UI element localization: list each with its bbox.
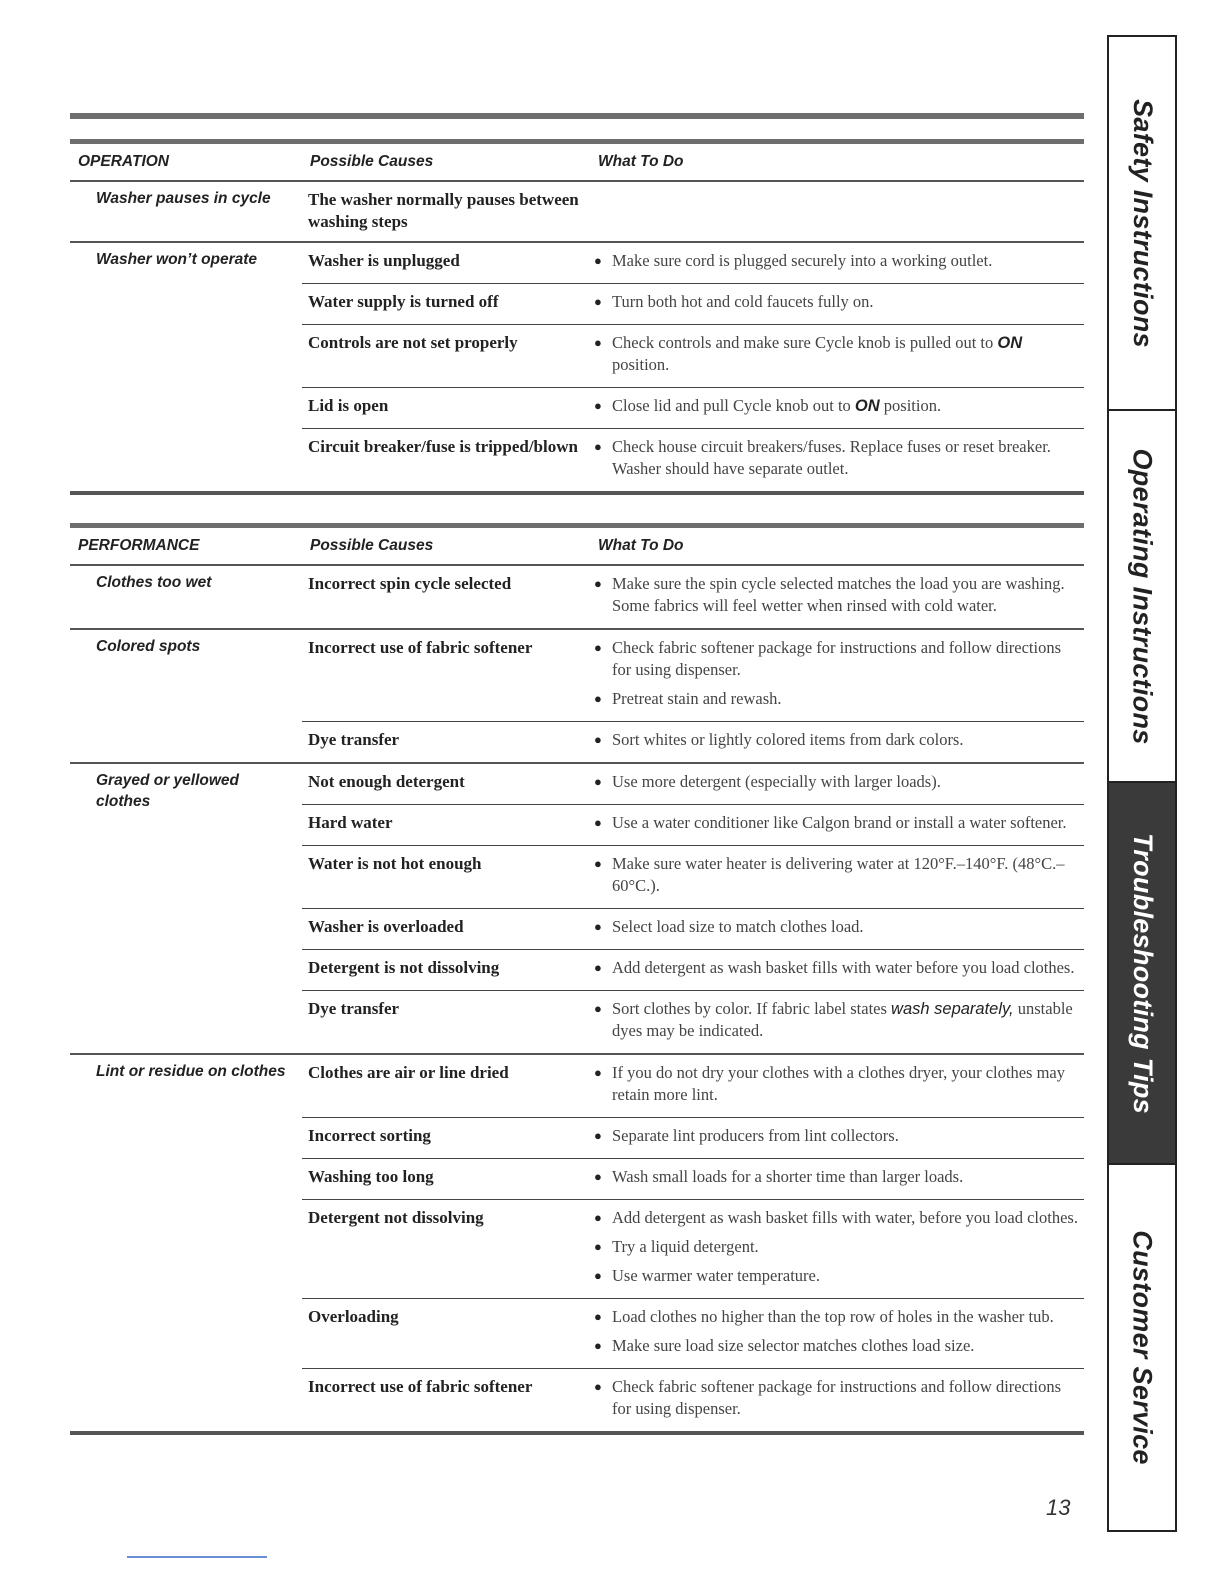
- problem-group: [70, 1055, 1084, 1435]
- emphasis-wash-separately: wash separately,: [891, 1000, 1014, 1018]
- bullet-icon: ●: [594, 640, 602, 655]
- todo-bullet: [594, 1236, 1078, 1258]
- bullet-icon: ●: [594, 732, 602, 747]
- performance-table: [70, 523, 1084, 1435]
- todo-text: Use warmer water temperature.: [612, 1266, 820, 1285]
- bullet-icon: ●: [594, 1379, 602, 1394]
- possible-cause: Washer is overloaded: [308, 917, 464, 936]
- todo-text: Use a water conditioner like Calgon brand or install a water softener.: [612, 813, 1067, 832]
- what-to-do: [594, 630, 1084, 721]
- table-header: [70, 528, 1084, 566]
- todo-bullet: [594, 1306, 1078, 1328]
- emphasis-on: ON: [854, 397, 880, 415]
- todo-bullet: [594, 729, 1078, 751]
- bullet-icon: ●: [594, 1210, 602, 1225]
- todo-text: [612, 395, 941, 417]
- what-to-do: [594, 991, 1084, 1053]
- bullet-icon: ●: [594, 1128, 602, 1143]
- tab-label: Operating Instructions: [1127, 447, 1158, 745]
- what-to-do: [594, 1369, 1084, 1431]
- what-to-do: [594, 325, 1084, 387]
- table-row: [302, 566, 1084, 628]
- todo-text: Sort whites or lightly colored items from dark colors.: [612, 730, 964, 749]
- problem-label: Washer pauses in cycle: [96, 190, 271, 207]
- todo-text: Make sure the spin cycle selected matches the load you are washing. Some fabrics will feel wetter when rinsed with cold water.: [612, 574, 1065, 615]
- possible-cause: Incorrect use of fabric softener: [308, 1377, 533, 1396]
- bullet-icon: ●: [594, 815, 602, 830]
- possible-cause: Washing too long: [308, 1167, 434, 1186]
- table-row: [302, 1298, 1084, 1368]
- todo-bullet: [594, 291, 1078, 313]
- bullet-icon: ●: [594, 919, 602, 934]
- what-to-do: [594, 182, 1084, 241]
- header-what-to-do: What To Do: [598, 537, 684, 554]
- what-to-do: [594, 764, 1084, 804]
- todo-text: Add detergent as wash basket fills with water before you load clothes.: [612, 958, 1075, 977]
- possible-cause: Incorrect use of fabric softener: [308, 638, 533, 657]
- table-row: [302, 908, 1084, 949]
- todo-bullet: [594, 1335, 1078, 1357]
- problem-rows: [302, 1055, 1084, 1431]
- todo-text: Select load size to match clothes load.: [612, 917, 864, 936]
- what-to-do: [594, 388, 1084, 428]
- bullet-icon: ●: [594, 1309, 602, 1324]
- bullet-icon: ●: [594, 576, 602, 591]
- possible-cause: The washer normally pauses between washing steps: [308, 190, 579, 231]
- page-number: 13: [1046, 1495, 1071, 1520]
- possible-cause: Lid is open: [308, 396, 389, 415]
- todo-text-part: Sort clothes by color. If fabric label states: [612, 999, 892, 1018]
- possible-cause: Detergent not dissolving: [308, 1208, 484, 1227]
- what-to-do: [594, 566, 1084, 628]
- possible-cause: Dye transfer: [308, 999, 400, 1018]
- what-to-do: [594, 1299, 1084, 1368]
- table-header: [70, 144, 1084, 182]
- possible-cause: Water is not hot enough: [308, 854, 482, 873]
- what-to-do: [594, 1118, 1084, 1158]
- todo-bullet: [594, 1207, 1078, 1229]
- possible-cause: Water supply is turned off: [308, 292, 499, 311]
- todo-text: If you do not dry your clothes with a clothes dryer, your clothes may retain more lint.: [612, 1063, 1065, 1104]
- table-row: [302, 387, 1084, 428]
- problem-label: Washer won’t operate: [96, 251, 258, 268]
- header-category: OPERATION: [78, 153, 169, 170]
- problem-label: Colored spots: [96, 638, 201, 655]
- todo-text: [612, 332, 1078, 376]
- todo-text-part: Check controls and make sure Cycle knob is pulled out to: [612, 333, 998, 352]
- bullet-icon: ●: [594, 1268, 602, 1283]
- todo-bullet: [594, 573, 1078, 617]
- bullet-icon: ●: [594, 398, 602, 413]
- problem-group: [70, 764, 1084, 1055]
- todo-text-part: position.: [879, 396, 942, 415]
- possible-cause: Controls are not set properly: [308, 333, 518, 352]
- bullet-icon: ●: [594, 1001, 602, 1016]
- possible-cause: Incorrect spin cycle selected: [308, 574, 512, 593]
- top-rule: [70, 113, 1084, 119]
- todo-bullet: [594, 771, 1078, 793]
- todo-bullet: [594, 853, 1078, 897]
- problem-group: [70, 566, 1084, 630]
- possible-cause: Overloading: [308, 1307, 399, 1326]
- problem-rows: [302, 764, 1084, 1053]
- what-to-do: [594, 722, 1084, 762]
- bullet-icon: ●: [594, 335, 602, 350]
- todo-bullet: [594, 436, 1078, 480]
- bullet-icon: ●: [594, 253, 602, 268]
- bullet-icon: ●: [594, 691, 602, 706]
- bullet-icon: ●: [594, 774, 602, 789]
- todo-bullet: [594, 688, 1078, 710]
- todo-text-part: Close lid and pull Cycle knob out to: [612, 396, 855, 415]
- bullet-icon: ●: [594, 960, 602, 975]
- possible-cause: Clothes are air or line dried: [308, 1063, 509, 1082]
- side-tabs: [1107, 35, 1177, 1532]
- todo-text: Check house circuit breakers/fuses. Replace fuses or reset breaker. Washer should have separate outlet.: [612, 437, 1051, 478]
- possible-cause: Incorrect sorting: [308, 1126, 431, 1145]
- what-to-do: [594, 429, 1084, 491]
- what-to-do: [594, 846, 1084, 908]
- what-to-do: [594, 950, 1084, 990]
- todo-bullet: [594, 812, 1078, 834]
- todo-text: Add detergent as wash basket fills with water, before you load clothes.: [612, 1208, 1078, 1227]
- table-row: [302, 845, 1084, 908]
- todo-bullet: [594, 1265, 1078, 1287]
- bullet-icon: ●: [594, 1169, 602, 1184]
- what-to-do: [594, 243, 1084, 283]
- bullet-icon: ●: [594, 439, 602, 454]
- problem-label: Lint or residue on clothes: [96, 1063, 286, 1080]
- todo-bullet: [594, 1376, 1078, 1420]
- possible-cause: Dye transfer: [308, 730, 400, 749]
- table-row: [302, 630, 1084, 721]
- what-to-do: [594, 1055, 1084, 1117]
- todo-bullet: [594, 250, 1078, 272]
- table-row: [302, 804, 1084, 845]
- problem-rows: [302, 630, 1084, 762]
- bullet-icon: ●: [594, 1065, 602, 1080]
- todo-text-part: unstable dyes may be indicated.: [612, 999, 1073, 1040]
- header-possible-causes: Possible Causes: [310, 537, 434, 554]
- possible-cause: Circuit breaker/fuse is tripped/blown: [308, 437, 578, 456]
- table-row: [302, 1055, 1084, 1117]
- tab-label: Safety Instructions: [1127, 98, 1158, 348]
- tab-safety-instructions[interactable]: [1109, 37, 1175, 411]
- table-row: [302, 1199, 1084, 1298]
- todo-text: Load clothes no higher than the top row of holes in the washer tub.: [612, 1307, 1054, 1326]
- todo-bullet: [594, 1125, 1078, 1147]
- problem-group: [70, 630, 1084, 764]
- todo-text: Make sure water heater is delivering water at 120°F.–140°F. (48°C.–60°C.).: [612, 854, 1065, 895]
- tab-operating-instructions[interactable]: [1109, 411, 1175, 783]
- todo-text: Try a liquid detergent.: [612, 1237, 759, 1256]
- what-to-do: [594, 909, 1084, 949]
- what-to-do: [594, 805, 1084, 845]
- todo-text-part: position.: [612, 355, 670, 374]
- problem-rows: [302, 243, 1084, 491]
- tab-label: Troubleshooting Tips: [1127, 832, 1158, 1114]
- table-row: [302, 1158, 1084, 1199]
- problem-label: Grayed or yellowed clothes: [96, 772, 239, 810]
- header-what-to-do: What To Do: [598, 153, 684, 170]
- bullet-icon: ●: [594, 1239, 602, 1254]
- emphasis-on: ON: [997, 334, 1023, 352]
- table-row: [302, 949, 1084, 990]
- todo-text: Wash small loads for a shorter time than larger loads.: [612, 1167, 964, 1186]
- operation-table: [70, 139, 1084, 495]
- todo-text: Pretreat stain and rewash.: [612, 689, 782, 708]
- possible-cause: Not enough detergent: [308, 772, 465, 791]
- problem-rows: [302, 182, 1084, 241]
- table-row: [302, 1117, 1084, 1158]
- problem-label: Clothes too wet: [96, 574, 212, 591]
- bullet-icon: ●: [594, 1338, 602, 1353]
- table-row: [302, 764, 1084, 804]
- todo-text: Use more detergent (especially with larger loads).: [612, 772, 941, 791]
- link-underline: [127, 1556, 267, 1558]
- table-row: [302, 243, 1084, 283]
- problem-group: [70, 243, 1084, 495]
- what-to-do: [594, 284, 1084, 324]
- todo-text: Check fabric softener package for instructions and follow directions for using dispenser.: [612, 638, 1062, 679]
- tab-troubleshooting-tips[interactable]: [1109, 783, 1175, 1165]
- header-category: PERFORMANCE: [78, 537, 200, 554]
- bullet-icon: ●: [594, 856, 602, 871]
- todo-bullet: [594, 1166, 1078, 1188]
- todo-text: [612, 998, 1078, 1042]
- todo-text: Make sure load size selector matches clothes load size.: [612, 1336, 975, 1355]
- what-to-do: [594, 1200, 1084, 1298]
- todo-text: Separate lint producers from lint collectors.: [612, 1126, 899, 1145]
- table-row: [302, 324, 1084, 387]
- todo-bullet: [594, 916, 1078, 938]
- todo-bullet: [594, 395, 1078, 417]
- todo-bullet: [594, 1062, 1078, 1106]
- possible-cause: Detergent is not dissolving: [308, 958, 500, 977]
- header-possible-causes: Possible Causes: [310, 153, 434, 170]
- table-row: [302, 182, 1084, 241]
- possible-cause: Washer is unplugged: [308, 251, 460, 270]
- table-row: [302, 990, 1084, 1053]
- problem-rows: [302, 566, 1084, 628]
- table-row: [302, 1368, 1084, 1431]
- bullet-icon: ●: [594, 294, 602, 309]
- table-row: [302, 721, 1084, 762]
- tab-customer-service[interactable]: [1109, 1165, 1175, 1530]
- possible-cause: Hard water: [308, 813, 393, 832]
- table-row: [302, 428, 1084, 491]
- todo-bullet: [594, 957, 1078, 979]
- todo-bullet: [594, 998, 1078, 1042]
- table-row: [302, 283, 1084, 324]
- todo-bullet: [594, 637, 1078, 681]
- todo-text: Check fabric softener package for instructions and follow directions for using dispenser.: [612, 1377, 1062, 1418]
- todo-text: Make sure cord is plugged securely into a working outlet.: [612, 251, 993, 270]
- todo-text: Turn both hot and cold faucets fully on.: [612, 292, 874, 311]
- tab-label: Customer Service: [1127, 1230, 1158, 1465]
- problem-group: [70, 182, 1084, 243]
- todo-bullet: [594, 332, 1078, 376]
- what-to-do: [594, 1159, 1084, 1199]
